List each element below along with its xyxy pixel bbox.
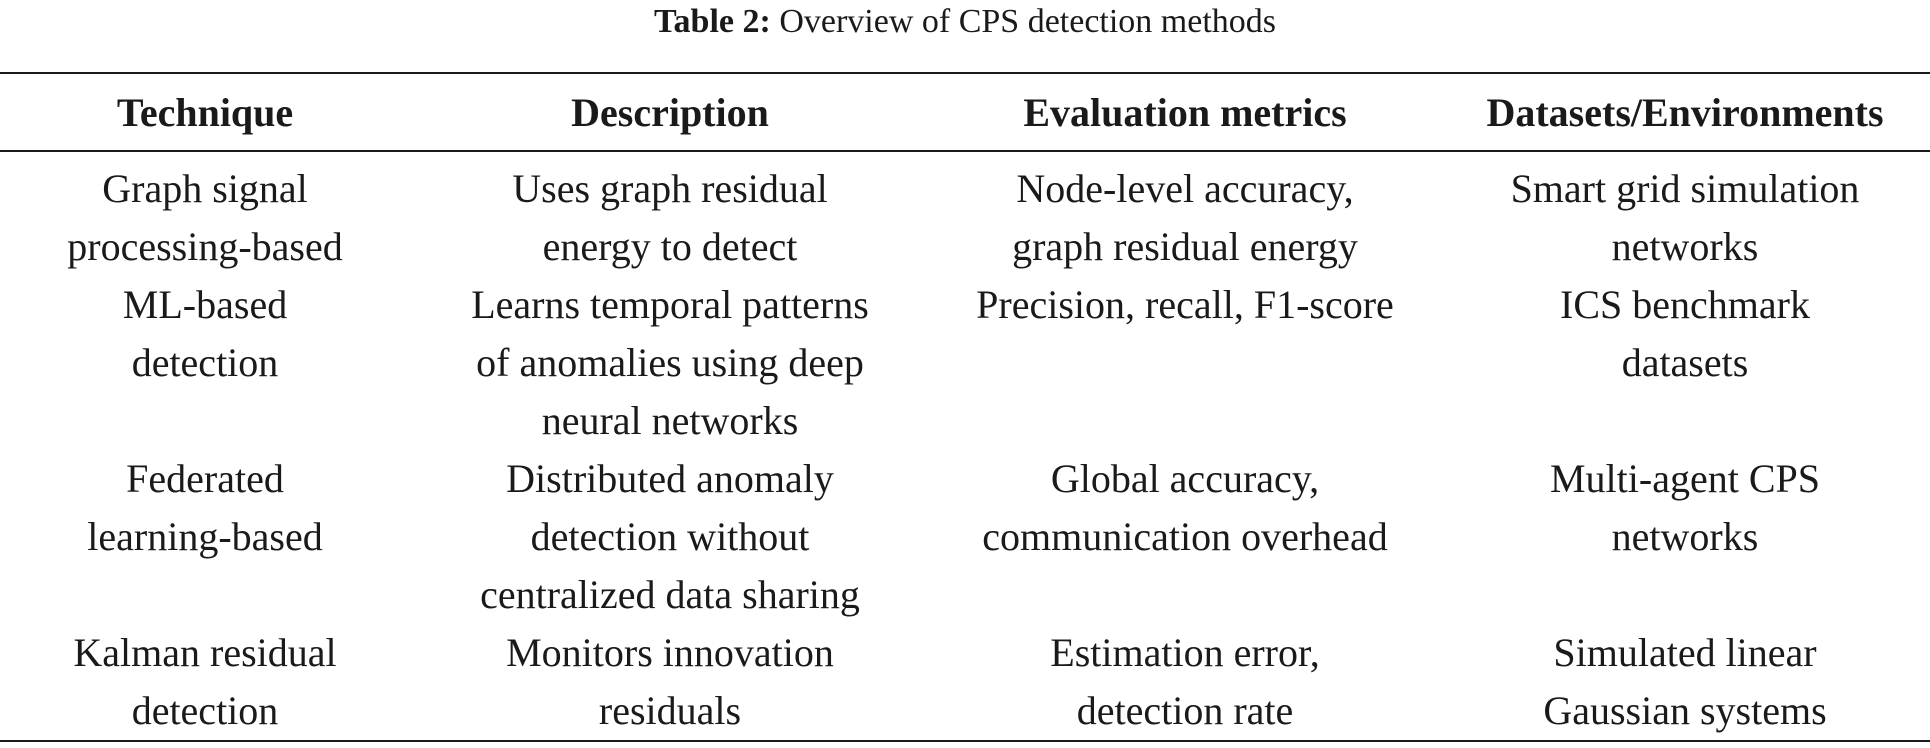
cell-evaluation-metrics	[930, 450, 1440, 624]
cell-line: of anomalies using deep	[476, 340, 864, 385]
cell-line: networks	[1611, 514, 1759, 559]
table-row	[0, 151, 1930, 276]
header-datasets-environments: Datasets/Environments	[1486, 89, 1884, 135]
cell-datasets	[1440, 450, 1930, 624]
cell-line: Precision, recall, F1-score	[976, 282, 1394, 327]
cell-technique	[0, 276, 410, 450]
header-row	[0, 73, 1930, 151]
table-row	[0, 624, 1930, 741]
cell-line: Uses graph residual	[512, 166, 828, 211]
cell-line: networks	[1611, 224, 1759, 269]
cell-line: Monitors innovation	[506, 630, 834, 675]
cell-evaluation-metrics	[930, 624, 1440, 741]
cell-evaluation-metrics	[930, 276, 1440, 450]
cell-datasets	[1440, 624, 1930, 741]
cell-datasets	[1440, 151, 1930, 276]
cell-description	[410, 624, 930, 741]
cell-line: centralized data sharing	[480, 572, 860, 617]
cell-line: neural networks	[541, 398, 799, 443]
cps-detection-table	[0, 72, 1930, 742]
cell-line: detection without	[530, 514, 810, 559]
header-evaluation-metrics: Evaluation metrics	[1023, 89, 1347, 135]
header-description: Description	[571, 89, 769, 135]
cell-line: Smart grid simulation	[1510, 166, 1860, 211]
cell-line: Learns temporal patterns	[471, 282, 869, 327]
table-row	[0, 276, 1930, 450]
cell-line: detection rate	[1076, 688, 1294, 733]
cell-line: datasets	[1621, 340, 1749, 385]
cell-line: Multi-agent CPS	[1549, 456, 1821, 501]
cell-line: Graph signal	[102, 166, 308, 211]
cell-description	[410, 450, 930, 624]
cell-line: Distributed anomaly	[506, 456, 834, 501]
cell-line: processing-based	[67, 224, 343, 269]
cell-technique	[0, 450, 410, 624]
cell-evaluation-metrics	[930, 151, 1440, 276]
cell-line: ML-based	[122, 282, 288, 327]
cell-line: Kalman residual	[73, 630, 337, 675]
table-caption-label: Table 2:	[653, 3, 771, 40]
cell-line: Federated	[126, 456, 284, 501]
cell-line: detection	[131, 688, 279, 733]
cell-line: Estimation error,	[1050, 630, 1320, 675]
cell-technique	[0, 151, 410, 276]
cell-line: detection	[131, 340, 279, 385]
cell-line: Node-level accuracy,	[1016, 166, 1354, 211]
cell-datasets	[1440, 276, 1930, 450]
cell-line: Simulated linear	[1553, 630, 1817, 675]
table-caption	[0, 0, 1930, 44]
cell-line: Global accuracy,	[1050, 456, 1320, 501]
cell-line: energy to detect	[542, 224, 798, 269]
cell-line: communication overhead	[982, 514, 1388, 559]
cell-line: ICS benchmark	[1560, 282, 1810, 327]
cell-line: learning-based	[87, 514, 323, 559]
cell-line: graph residual energy	[1012, 224, 1358, 269]
cell-line: Gaussian systems	[1543, 688, 1827, 733]
header-technique: Technique	[116, 89, 294, 135]
table-body	[0, 151, 1930, 741]
table-container	[0, 72, 1930, 742]
table-row	[0, 450, 1930, 624]
cell-technique	[0, 624, 410, 741]
cell-description	[410, 276, 930, 450]
table-caption-text: Overview of CPS detection methods	[779, 3, 1277, 40]
cell-description	[410, 151, 930, 276]
table-header	[0, 73, 1930, 151]
cell-line: residuals	[598, 688, 742, 733]
